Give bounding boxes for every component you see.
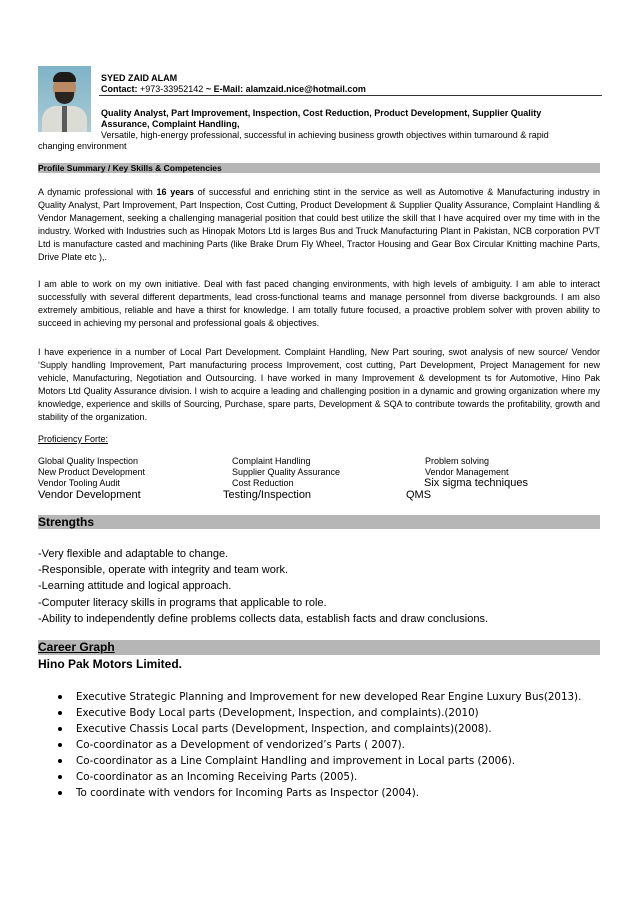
bullet-icon [58, 775, 62, 779]
bullet-icon [58, 711, 62, 715]
strengths-heading: Strengths [38, 515, 600, 529]
bullet-icon [58, 695, 62, 699]
email-separator: ~ [205, 84, 214, 94]
skill-item: Cost Reduction [232, 478, 294, 488]
career-item [58, 737, 581, 753]
career-item-text: Co-coordinator as a Line Complaint Handling and improvement in Local parts (2006). [76, 755, 516, 767]
header-divider [99, 95, 602, 96]
skill-item: Problem solving [425, 456, 490, 466]
career-item-text: Co-coordinator as a Development of vendorized’s Parts ( 2007). [76, 739, 405, 751]
career-item-text: Co-coordinator as an Incoming Receiving Parts (2005). [76, 771, 358, 783]
tagline-line-2: changing environment [38, 141, 127, 151]
profile-paragraph-1 [38, 186, 600, 264]
p1-text-rest: of successful and enriching stint in the service as well as Automotive & Manufacturing industry in Quality Analyst, Part Improvement, Part Inspection, Cost Cutting, Product Development & Supplier Quality Assurance, Complaint Handling & Vendor Management, seeking a challenging managerial position that could best utilize the skill that I have acquired over my time with in the industry. Worked with Industries such as Hinopak Motors Ltd is larges Bus and Truck Manufacturing Plant in Pakistan, NCB corporation PVT Ltd is manufacture casted and machining Parts (like Brake Drum Fly Wheel, Tractor Housing and Gear Box Circular Knitting machine Parts, Drive Plate etc ),. [38, 187, 600, 262]
email-address[interactable]: alamzaid.nice@hotmail.com [245, 84, 366, 94]
profile-section-heading: Profile Summary / Key Skills & Competencies [38, 163, 600, 173]
skills-column-1 [38, 456, 145, 502]
profile-paragraph-2: I am able to work on my own initiative. Deal with fast paced changing environments, with high levels of ambiguity. I am able to interact successfully with several different departments, lead cross-functional teams and manage personnel from diverse backgrounds. I am also extremely ambitious, reliable and have a thirst for knowledge. I am totally future focused, a proactive problem solver with proven ability to succeed in achieving my personal and professional goals & objectives. [38, 279, 600, 328]
bullet-icon [58, 743, 62, 747]
strength-item: -Learning attitude and logical approach. [38, 580, 232, 592]
candidate-name: SYED ZAID ALAM [101, 73, 178, 83]
email-label: E-Mail: [213, 84, 246, 94]
skill-item: Testing/Inspection [223, 489, 312, 501]
skill-item: Six sigma techniques [424, 477, 528, 489]
roles-line-1: Quality Analyst, Part Improvement, Inspection, Cost Reduction, Product Development, Supplier Quality [101, 108, 542, 118]
bullet-icon [58, 759, 62, 763]
strength-item: -Very flexible and adaptable to change. [38, 548, 229, 560]
skills-column-2 [223, 456, 340, 502]
contact-line [101, 84, 366, 95]
bullet-icon [58, 727, 62, 731]
skills-column-3 [406, 456, 528, 502]
skill-item: Vendor Management [425, 467, 509, 477]
skill-item: New Product Development [38, 467, 146, 477]
career-item [58, 689, 581, 705]
profile-photo [38, 66, 91, 132]
years-experience: 16 years [156, 187, 194, 197]
career-item-text: Executive Chassis Local parts (Development, Inspection, and complaints)(2008). [76, 723, 492, 735]
career-list [58, 689, 581, 801]
skill-item: Supplier Quality Assurance [232, 467, 341, 477]
career-item [58, 753, 581, 769]
career-item [58, 721, 581, 737]
proficiency-heading: Proficiency Forte: [38, 434, 109, 444]
career-graph-heading: Career Graph [38, 640, 600, 655]
skill-item: QMS [406, 489, 432, 501]
phone-number: +973-33952142 [137, 84, 206, 94]
contact-label: Contact: [101, 84, 138, 94]
strength-item: -Computer literacy skills in programs that applicable to role. [38, 597, 327, 609]
bullet-icon [58, 791, 62, 795]
profile-paragraph-3: I have experience in a number of Local Part Development. Complaint Handling, New Part souring, swot analysis of new source/ Vendor ‘Supply handling Improvement, Part manufacturing process Improvement, cost cutting, Part Development, Project Management for new vehicle, Manufacturing, Negotiation and Outsourcing. I have worked in many Improvement & development ts for Automotive, Hino Pak Motors Ltd Quality Assurance division. I wish to acquire a leading and challenging position in a dynamic and growing organization where my knowledge, experience and skills of Sourcing, Purchase, spare parts, Development & SQA to contribute towards the profitability, growth and stability of the organization. [38, 347, 600, 422]
skill-item: Vendor Tooling Audit [38, 478, 120, 488]
tagline-line-1: Versatile, high-energy professional, successful in achieving business growth objectives within turnaround & rapid [101, 130, 549, 140]
career-item-text: Executive Body Local parts (Development, Inspection, and complaints).(2010) [76, 707, 479, 719]
strength-item: -Responsible, operate with integrity and team work. [38, 564, 289, 576]
career-item [58, 705, 581, 721]
skill-item: Vendor Development [38, 489, 141, 501]
career-item-text: To coordinate with vendors for Incoming Parts as Inspector (2004). [76, 787, 419, 799]
p1-text-start: A dynamic professional with [38, 187, 157, 197]
career-item-text: Executive Strategic Planning and Improvement for new developed Rear Engine Luxury Bus(2013). [76, 691, 582, 703]
career-item [58, 785, 581, 801]
strength-item: -Ability to independently define problems collects data, establish facts and draw conclusions. [38, 613, 489, 625]
career-item [58, 769, 581, 785]
company-name: Hino Pak Motors Limited. [38, 657, 183, 671]
roles-line-2: Assurance, Complaint Handling, [101, 119, 240, 129]
skill-item: Global Quality Inspection [38, 456, 139, 466]
skill-item: Complaint Handling [232, 456, 311, 466]
